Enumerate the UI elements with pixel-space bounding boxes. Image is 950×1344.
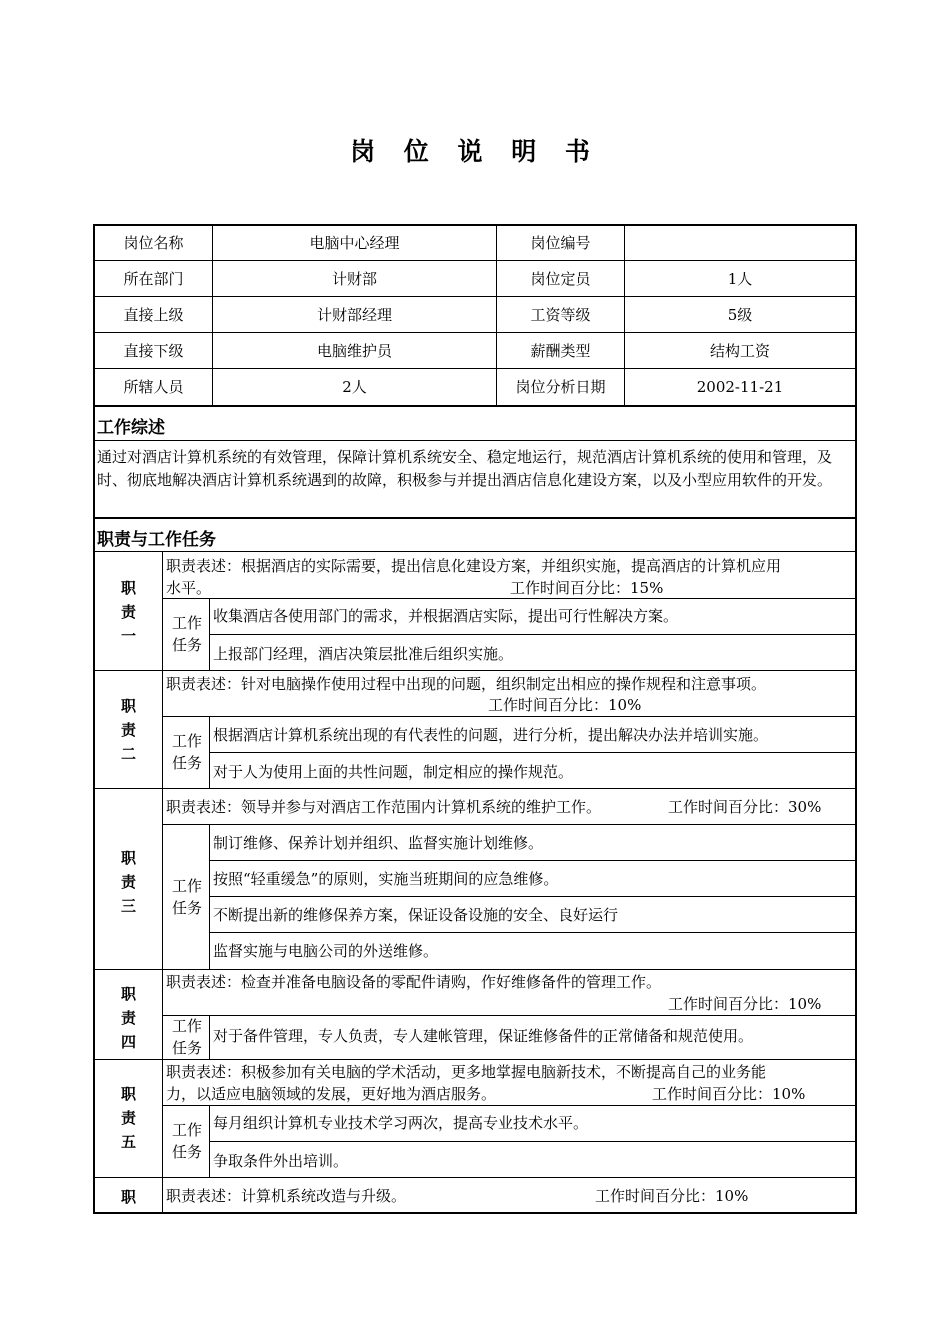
duty-5-task-label: 工作任务 — [171, 1121, 202, 1161]
duty-3-task-4: 监督实施与电脑公司的外送维修。 — [213, 942, 439, 960]
staff-label: 所辖人员 — [123, 378, 184, 396]
duty-3-percent: 工作时间百分比：30% — [668, 798, 822, 816]
row-divider — [162, 1105, 857, 1106]
duty-4-task-label: 工作任务 — [171, 1017, 202, 1057]
row-divider — [162, 1015, 857, 1016]
duty-5-task-2: 争取条件外出培训。 — [213, 1152, 349, 1170]
row-divider — [209, 896, 857, 897]
duty-2-task-label: 工作任务 — [171, 732, 202, 772]
duty-1-desc: 职责表述：根据酒店的实际需要，提出信息化建设方案，并组织实施，提高酒店的计算机应用 — [166, 557, 782, 575]
staff-value: 2人 — [342, 378, 367, 396]
duty-divider — [93, 969, 857, 970]
duty-6-label: 职 — [120, 1188, 136, 1206]
duty-2-task-1: 根据酒店计算机系统出现的有代表性的问题，进行分析，提出解决办法并培训实施。 — [213, 726, 769, 744]
row-divider — [162, 598, 857, 599]
superior-label: 直接上级 — [123, 306, 184, 324]
row-divider — [93, 296, 857, 297]
row-divider — [209, 752, 857, 753]
dept-value: 计财部 — [331, 270, 377, 288]
duty-divider — [93, 1177, 857, 1178]
section-divider — [93, 517, 857, 519]
duty-3-desc: 职责表述：领导并参与对酒店工作范围内计算机系统的维护工作。 — [166, 798, 602, 816]
duty-3-task-1: 制订维修、保养计划并组织、监督实施计划维修。 — [213, 834, 544, 852]
analysis-date-label: 岗位分析日期 — [515, 378, 606, 396]
duty-2-task-2: 对于人为使用上面的共性问题，制定相应的操作规范。 — [213, 763, 574, 781]
pay-type-label: 薪酬类型 — [530, 342, 591, 360]
row-divider — [162, 824, 857, 825]
grade-label: 工资等级 — [530, 306, 591, 324]
row-divider — [209, 932, 857, 933]
duty-5-label: 职责五 — [120, 1085, 136, 1151]
duty-4-desc: 职责表述：检查并准备电脑设备的零配件请购，作好维修备件的管理工作。 — [166, 973, 662, 991]
row-divider — [93, 368, 857, 369]
subordinate-label: 直接下级 — [123, 342, 184, 360]
summary-heading: 工作综述 — [97, 418, 165, 438]
duty-2-percent: 工作时间百分比：10% — [488, 696, 642, 714]
analysis-date-value: 2002-11-21 — [696, 378, 784, 396]
col-divider — [209, 1015, 210, 1059]
duty-divider — [93, 788, 857, 789]
table-bottom-border — [93, 1212, 857, 1214]
duty-1-task-2: 上报部门经理，酒店决策层批准后组织实施。 — [213, 645, 514, 663]
duty-2-label: 职责二 — [120, 697, 136, 763]
duty-1-label: 职责一 — [120, 579, 136, 645]
duty-4-label: 职责四 — [120, 985, 136, 1051]
duty-3-task-2: 按照“轻重缓急”的原则，实施当班期间的应急维修。 — [213, 870, 559, 888]
position-name-label: 岗位名称 — [123, 234, 184, 252]
duty-2-desc: 职责表述：针对电脑操作使用过程中出现的问题，组织制定出相应的操作规程和注意事项。 — [166, 675, 767, 693]
page-title: 岗 位 说 明 书 — [350, 137, 600, 166]
row-divider — [93, 332, 857, 333]
duty-1-task-label: 工作任务 — [171, 614, 202, 654]
duty-1-percent: 工作时间百分比：15% — [510, 579, 664, 597]
section-divider — [93, 405, 857, 407]
row-divider — [162, 716, 857, 717]
duty-1-desc-cont: 水平。 — [166, 579, 212, 597]
duty-divider — [93, 1059, 857, 1060]
duty-1-task-1: 收集酒店各使用部门的需求，并根据酒店实际，提出可行性解决方案。 — [213, 607, 679, 625]
subordinate-value: 电脑维护员 — [316, 342, 392, 360]
duty-3-task-3: 不断提出新的维修保养方案，保证设备设施的安全、良好运行 — [213, 906, 619, 924]
duty-5-task-1: 每月组织计算机专业技术学习两次，提高专业技术水平。 — [213, 1114, 589, 1132]
row-divider — [93, 440, 857, 441]
row-divider — [209, 860, 857, 861]
superior-value: 计财部经理 — [316, 306, 392, 324]
grade-value: 5级 — [727, 306, 753, 324]
duty-3-label: 职责三 — [120, 849, 136, 915]
position-no-label: 岗位编号 — [530, 234, 591, 252]
duty-4-task-1: 对于备件管理，专人负责，专人建帐管理，保证维修备件的正常储备和规范使用。 — [213, 1027, 754, 1045]
quota-label: 岗位定员 — [530, 270, 591, 288]
duties-heading: 职责与工作任务 — [97, 530, 216, 550]
row-divider — [209, 1141, 857, 1142]
duty-6-percent: 工作时间百分比：10% — [595, 1187, 749, 1205]
duty-5-desc-cont: 力，以适应电脑领域的发展，更好地为酒店服务。 — [166, 1085, 497, 1103]
col-divider — [162, 551, 163, 1214]
duty-4-percent: 工作时间百分比：10% — [668, 995, 822, 1013]
pay-type-value: 结构工资 — [709, 342, 770, 360]
summary-text: 通过对酒店计算机系统的有效管理，保障计算机系统安全、稳定地运行，规范酒店计算机系统的使用和管理，及时、彻底地解决酒店计算机系统遇到的故障，积极参与并提出酒店信息化建设方案，以及小型应用软件的开发。 — [97, 448, 833, 489]
duty-5-percent: 工作时间百分比：10% — [652, 1085, 806, 1103]
duty-5-desc: 职责表述：积极参加有关电脑的学术活动，更多地掌握电脑新技术，不断提高自己的业务能 — [166, 1063, 767, 1081]
duty-divider — [93, 670, 857, 671]
duty-6-desc: 职责表述：计算机系统改造与升级。 — [166, 1187, 407, 1205]
row-divider — [209, 634, 857, 635]
duty-3-task-label: 工作任务 — [171, 877, 202, 917]
row-divider — [93, 260, 857, 261]
row-divider — [93, 551, 857, 552]
dept-label: 所在部门 — [123, 270, 184, 288]
quota-value: 1人 — [727, 270, 753, 288]
position-name-value: 电脑中心经理 — [309, 234, 400, 252]
